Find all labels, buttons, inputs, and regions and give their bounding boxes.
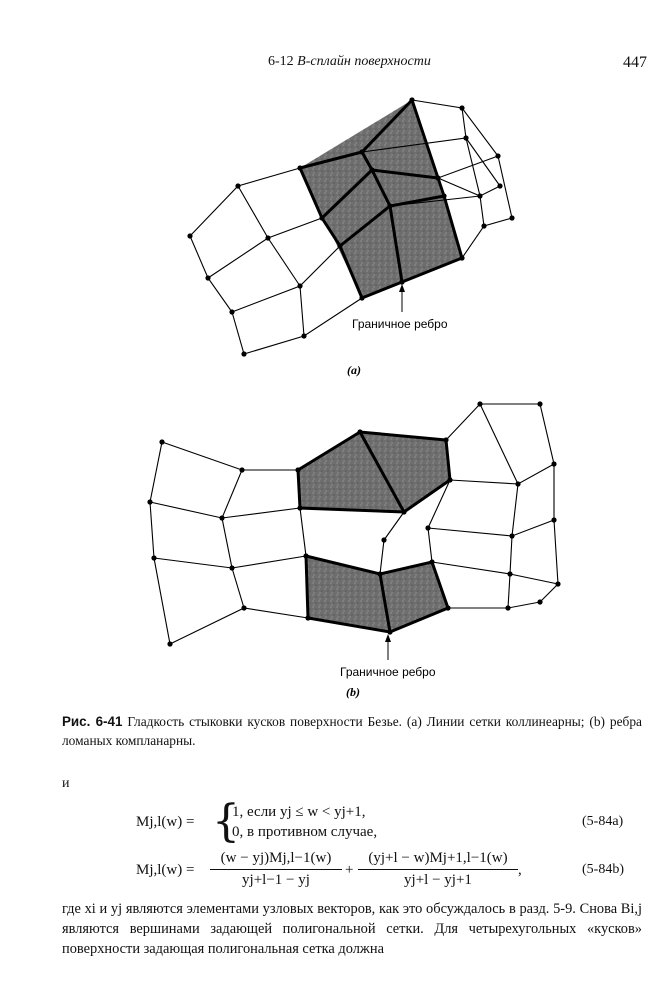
body-paragraph: где xi и yj являются элементами узловых векторов, как это обсуждалось в разд. 5-9. Снова Bi,j являются вершинами задающей полигональной сетки. Для четырехугольных «кусков» поверхности задающая полигональная сетка должна [62,901,642,957]
conjunction-text: и [62,776,70,791]
equation-5-84a-case2: 0, в противном случае, [232,824,378,840]
figure-caption [62,712,642,750]
section-title: B-сплайн поверхности [297,54,431,69]
figure-b-shaded-patch-upper [298,432,450,512]
equation-5-84b-fraction-1 [210,850,342,889]
caption-text: Гладкость стыковки кусков поверхности Безье. (a) Линии сетки коллинеарны; (b) ребра ломаных компланарны. [62,714,642,748]
figure-a-edge-arrow [399,284,405,312]
equation-5-84a-case1: 1, если yj ≤ w < yj+1, [232,804,366,820]
equation-5-84a-brace: { [212,796,240,847]
fraction-2-numerator: (yj+l − w)Mj+1,l−1(w) [358,850,518,870]
figure-a-edge-label: Граничное ребро [352,317,448,331]
equation-5-84a-lhs: Mj,l(w) = [136,814,195,830]
figure-a-sublabel: (a) [347,363,361,377]
fraction-1-numerator: (w − yj)Mj,l−1(w) [210,850,342,870]
section-number: 6-12 [268,54,294,69]
fraction-1-denominator: yj+l−1 − yj [242,872,310,888]
equation-5-84b-plus: + [345,862,354,878]
caption-label: Рис. 6-41 [62,714,123,729]
figure-b-sublabel: (b) [346,685,360,699]
page-number: 447 [623,54,647,71]
figure-b-edge-label: Граничное ребро [340,665,436,679]
equation-5-84b-tail: , [518,862,522,878]
equation-5-84b-number: (5-84b) [582,862,624,877]
figure-b-edge-arrow [385,634,391,660]
figure-a-mesh [187,97,514,356]
equation-5-84b-lhs: Mj,l(w) = [136,862,195,878]
equation-5-84a-number: (5-84a) [582,814,624,829]
fraction-2-denominator: yj+l − yj+1 [404,872,472,888]
equation-5-84b-fraction-2 [358,850,518,889]
figure-b-mesh [147,401,560,660]
